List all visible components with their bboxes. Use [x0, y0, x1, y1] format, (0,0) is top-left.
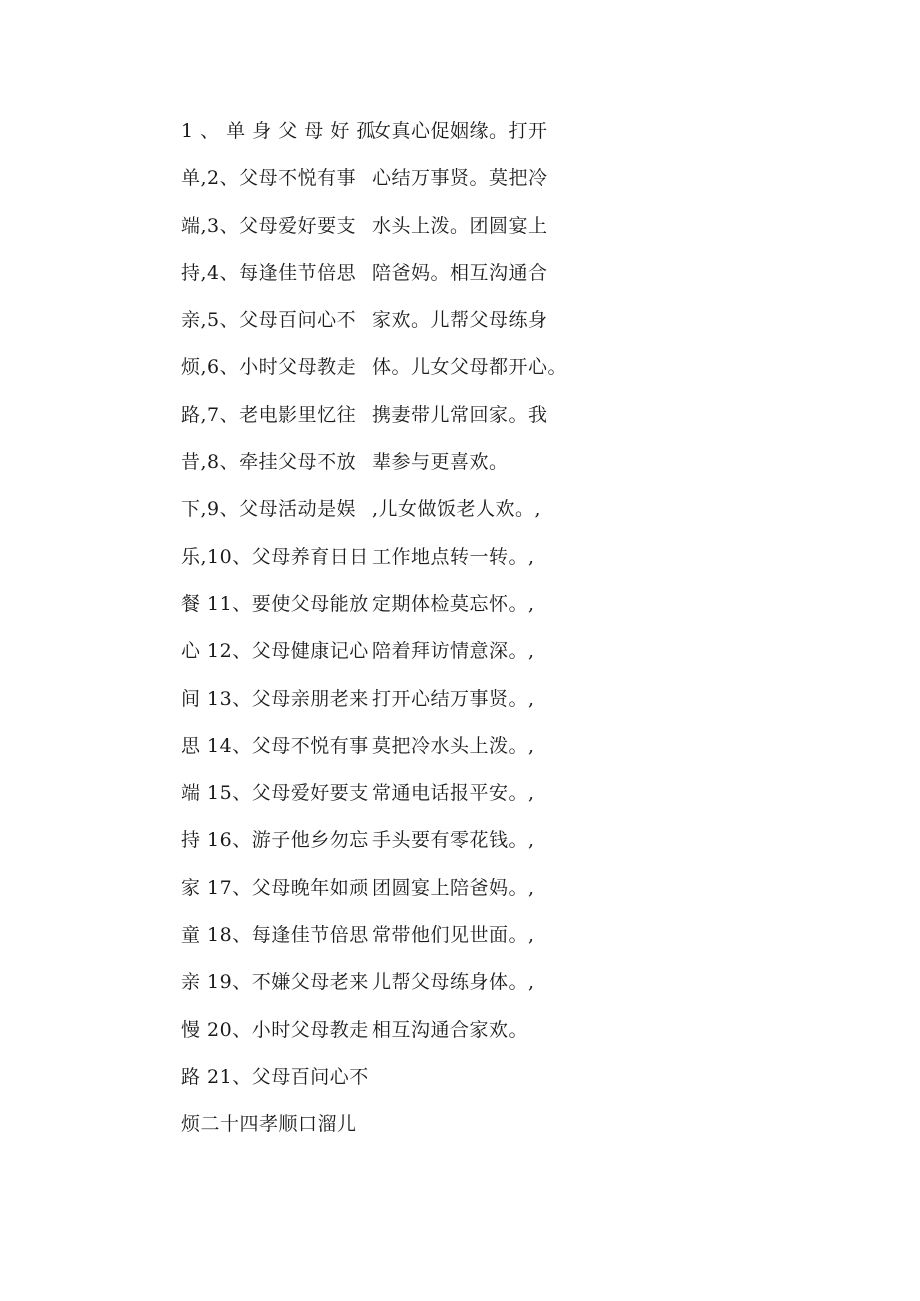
left-line-14: 思 14、父母不悦有事: [181, 734, 369, 757]
left-line-2: 单,2、父母不悦有事: [181, 167, 357, 190]
right-line-16: 手头要有零花钱。,: [372, 829, 535, 852]
left-line-5: 亲,5、父母百问心不: [181, 309, 357, 332]
left-line-8: 昔,8、牵挂父母不放: [181, 451, 357, 474]
left-line-19: 亲 19、不嫌父母老来: [181, 971, 369, 994]
left-text-column: [181, 115, 376, 1156]
right-line-8: 辈参与更喜欢。: [372, 451, 509, 474]
right-line-17: 团圆宴上陪爸妈。,: [372, 876, 535, 899]
right-line-4: 陪爸妈。相互沟通合: [372, 261, 548, 284]
left-line-13: 间 13、父母亲朋老来: [181, 687, 369, 710]
left-line-11: 餐 11、要使父母能放: [181, 592, 369, 615]
right-line-9: ,儿女做饭老人欢。,: [372, 498, 542, 521]
right-line-11: 定期体检莫忘怀。,: [372, 592, 535, 615]
left-line-10: 乐,10、父母养育日日: [181, 545, 369, 568]
right-line-12: 陪着拜访情意深。,: [372, 640, 535, 663]
left-line-16: 持 16、游子他乡勿忘: [181, 829, 369, 852]
left-line-4: 持,4、每逢佳节倍思: [181, 261, 357, 284]
right-line-10: 工作地点转一转。,: [372, 545, 535, 568]
right-line-14: 莫把冷水头上泼。,: [372, 734, 535, 757]
right-text-column: [372, 115, 582, 1061]
left-line-18: 童 18、每逢佳节倍思: [181, 924, 369, 947]
left-line-7: 路,7、老电影里忆往: [181, 403, 357, 426]
left-line-1: 1 、 单 身 父 母 好 孤: [181, 120, 376, 142]
right-line-5: 家欢。儿帮父母练身: [372, 309, 548, 332]
left-line-9: 下,9、父母活动是娱: [181, 498, 357, 521]
left-line-6: 烦,6、小时父母教走: [181, 356, 357, 379]
right-line-1: 女真心促姻缘。打开: [372, 120, 548, 142]
right-line-15: 常通电话报平安。,: [372, 782, 535, 805]
right-line-7: 携妻带儿常回家。我: [372, 403, 548, 426]
right-line-19: 儿帮父母练身体。,: [372, 971, 535, 994]
left-line-20: 慢 20、小时父母教走: [181, 1018, 369, 1041]
right-line-18: 常带他们见世面。,: [372, 924, 535, 947]
right-line-13: 打开心结万事贤。,: [372, 687, 535, 710]
left-line-15: 端 15、父母爱好要支: [181, 782, 369, 805]
right-line-20: 相互沟通合家欢。: [372, 1018, 529, 1041]
left-line-12: 心 12、父母健康记心: [181, 640, 369, 663]
right-line-6: 体。儿女父母都开心。: [372, 356, 568, 379]
right-line-3: 水头上泼。团圆宴上: [372, 214, 548, 237]
left-line-21: 路 21、父母百问心不: [181, 1065, 369, 1088]
left-line-17: 家 17、父母晚年如顽: [181, 876, 369, 899]
left-line-22: 烦二十四孝顺口溜儿: [181, 1113, 357, 1136]
left-line-3: 端,3、父母爱好要支: [181, 214, 357, 237]
right-line-2: 心结万事贤。莫把冷: [372, 167, 548, 190]
